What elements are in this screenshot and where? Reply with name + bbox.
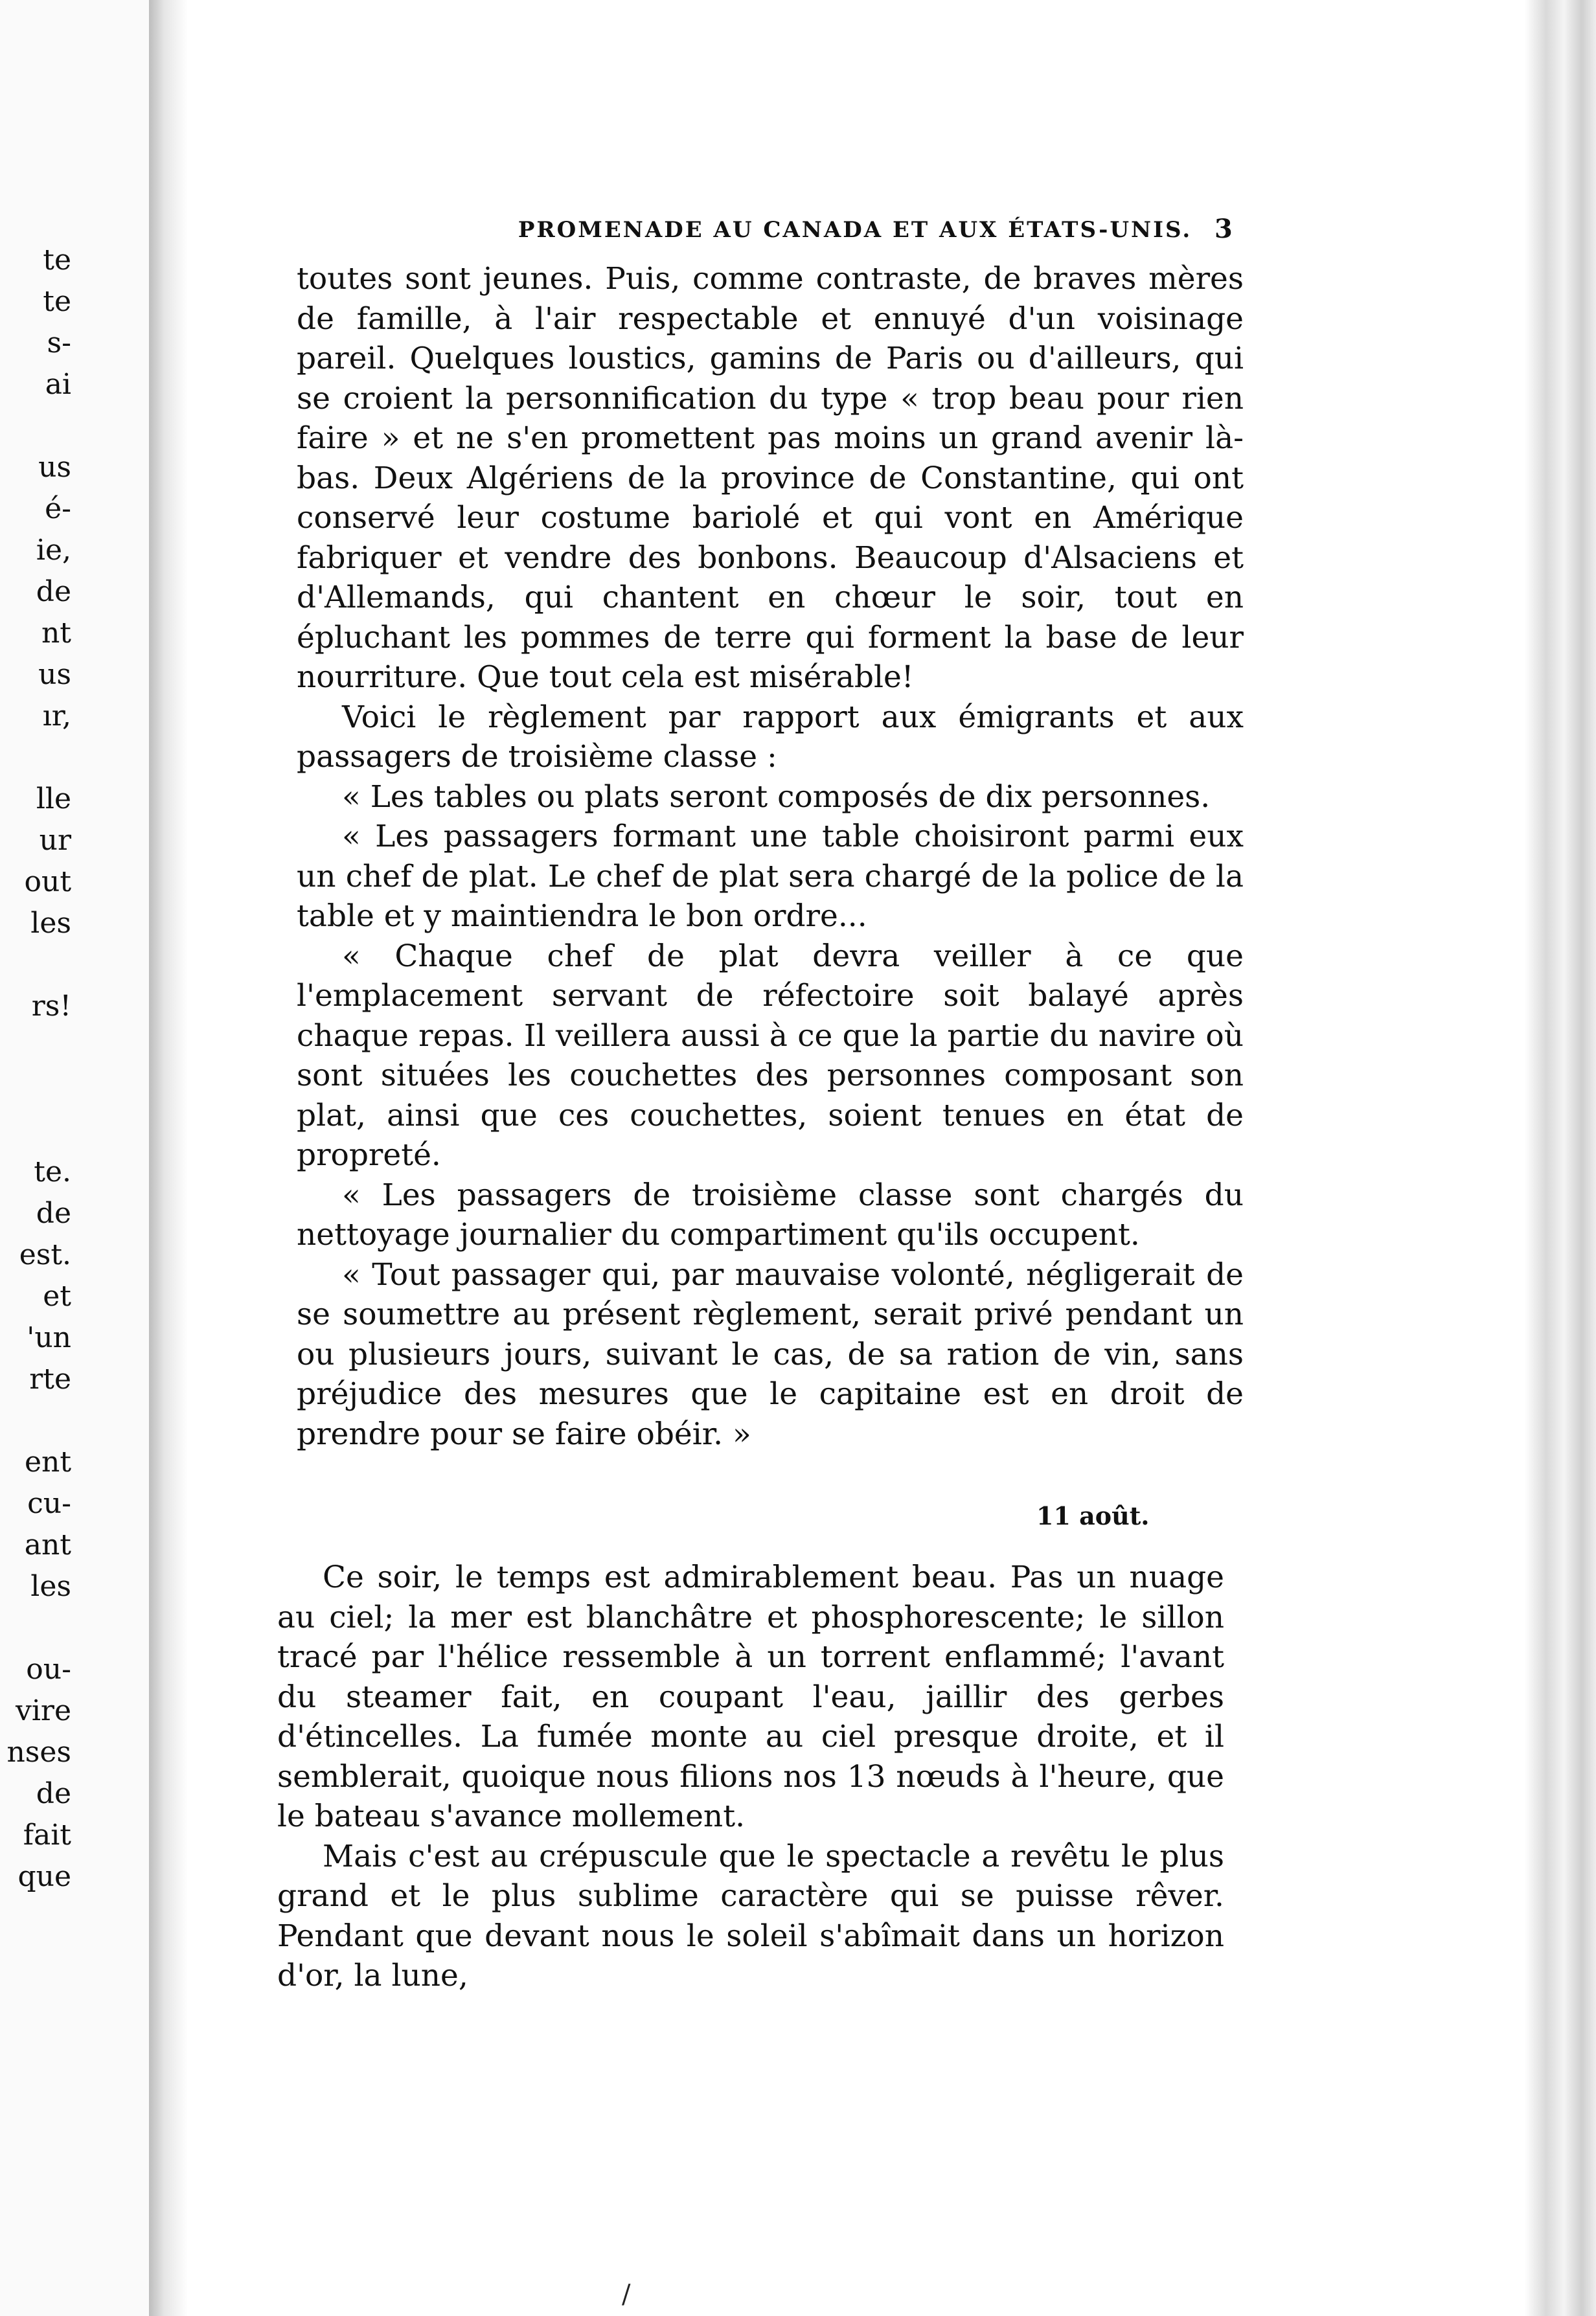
- fragment: us: [38, 658, 71, 691]
- fragment: de: [36, 575, 71, 608]
- fragment-gap: [0, 737, 71, 778]
- fragment: que: [17, 1860, 71, 1893]
- left-page: [0, 0, 163, 2316]
- fragment: te: [43, 285, 71, 318]
- page-number: 3: [1214, 214, 1233, 244]
- fragment: rs!: [31, 990, 71, 1023]
- fragment: et: [43, 1280, 71, 1313]
- fragment: ur: [39, 824, 71, 857]
- paragraph: Ce soir, le temps est admirablement beau. Pas un nuage au ciel; la mer est blanchâtre et phosphorescente; le sillon tracé par l'hélice ressemble à un torrent enflammé; l'avant du steamer fait, en coupant l'eau, jaillir des gerbes d'étincelles. La fumée monte au ciel presque droite, et il semblerait, quoique nous filions nos 13 nœuds à l'heure, que le bateau s'avance mollement.: [277, 1560, 1224, 1834]
- body-text: [297, 259, 1244, 1454]
- scan-mark: /: [622, 2280, 631, 2310]
- date-heading: 11 août.: [1036, 1501, 1150, 1530]
- paragraph: « Les passagers formant une table choisiront parmi eux un chef de plat. Le chef de plat sera chargé de la police de la table et y maintiendra le bon ordre...: [297, 819, 1244, 934]
- paragraph: toutes sont jeunes. Puis, comme contraste, de braves mères de famille, à l'air respectable et ennuyé d'un voisinage pareil. Quelques loustics, gamins de Paris ou d'ailleurs, qui se croient la personnification du type « trop beau pour rien faire » et ne s'en promettent pas moins un grand avenir là-bas. Deux Algériens de la province de Constantine, qui ont conservé leur costume bariolé et qui vont en Amérique fabriquer et vendre des bonbons. Beaucoup d'Alsaciens et d'Allemands, qui chantent en chœur le soir, tout en épluchant les pommes de terre qui forment la base de leur nourriture. Que tout cela est misérable!: [297, 261, 1244, 695]
- fragment: cu-: [27, 1487, 71, 1520]
- fragment: les: [30, 907, 71, 940]
- fragment: us: [38, 451, 71, 484]
- book-page: [194, 0, 1516, 2316]
- fragment-gap: [0, 1607, 71, 1649]
- fragment: ai: [45, 368, 71, 401]
- fragment-gap: [0, 1400, 71, 1442]
- fragment: nses: [6, 1736, 71, 1769]
- fragment: est.: [19, 1238, 71, 1271]
- fragment: rte: [29, 1363, 71, 1396]
- left-page-text-fragments: [0, 240, 71, 1898]
- fragment-gap: [0, 1069, 71, 1110]
- fragment-gap: [0, 1027, 71, 1069]
- paragraph: « Les tables ou plats seront composés de dix personnes.: [342, 778, 1211, 815]
- fragment: te: [43, 244, 71, 277]
- fragment: ant: [24, 1528, 71, 1561]
- fragment-gap: [0, 405, 71, 447]
- fragment: nt: [41, 617, 71, 650]
- fragment: les: [30, 1570, 71, 1603]
- fragment: ent: [24, 1446, 71, 1479]
- paragraph: Mais c'est au crépuscule que le spectacle a revêtu le plus grand et le plus sublime caractère qui se puisse rêver. Pendant que devant nous le soleil s'abîmait dans un horizon d'or, la lune,: [277, 1838, 1224, 1993]
- fragment: lle: [36, 782, 71, 815]
- fragment: de: [36, 1777, 71, 1810]
- fragment: ie,: [36, 534, 71, 567]
- book-gutter: [149, 0, 188, 2316]
- paragraph: Voici le règlement par rapport aux émigrants et aux passagers de troisième classe :: [297, 699, 1244, 775]
- fragment-gap: [0, 1110, 71, 1152]
- paragraph: « Les passagers de troisième classe sont chargés du nettoyage journalier du compartiment qu'ils occupent.: [297, 1177, 1244, 1253]
- fragment: s-: [47, 326, 71, 359]
- fragment: 'un: [27, 1321, 71, 1354]
- page-edge-stack: [1525, 0, 1596, 2316]
- fragment: fait: [23, 1819, 71, 1852]
- paragraph: « Chaque chef de plat devra veiller à ce que l'emplacement servant de réfectoire soit balayé après chaque repas. Il veillera aussi à ce que la partie du navire où sont situées les couchettes des personnes composant son plat, ainsi que ces couchettes, soient tenues en état de propreté.: [297, 938, 1244, 1173]
- fragment: te.: [34, 1155, 71, 1188]
- fragment: ır,: [42, 699, 71, 732]
- section-text: [277, 1558, 1224, 1996]
- fragment: de: [36, 1197, 71, 1230]
- fragment: ou-: [26, 1653, 71, 1686]
- fragment: é-: [45, 492, 71, 525]
- fragment: vire: [15, 1694, 71, 1727]
- fragment-gap: [0, 944, 71, 986]
- fragment: out: [24, 865, 71, 898]
- paragraph: « Tout passager qui, par mauvaise volonté, négligerait de se soumettre au présent règlement, serait privé pendant un ou plusieurs jours, suivant le cas, de sa ration de vin, sans préjudice des mesures que le capitaine est en droit de prendre pour se faire obéir. »: [297, 1256, 1244, 1452]
- running-title: PROMENADE AU CANADA ET AUX ÉTATS-UNIS.: [518, 217, 1192, 243]
